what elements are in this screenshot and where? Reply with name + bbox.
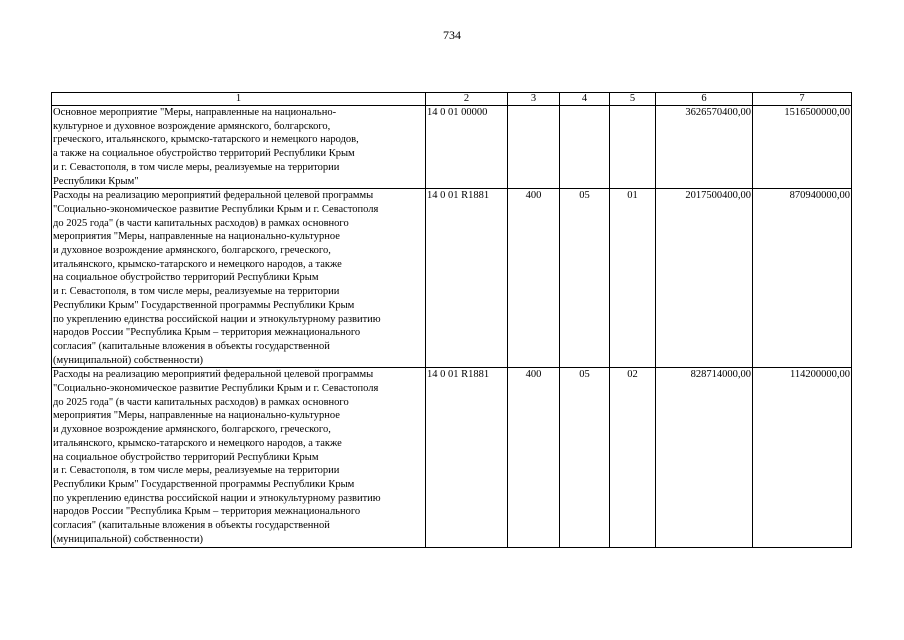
table-row bbox=[52, 368, 852, 547]
row-subsection bbox=[610, 106, 656, 189]
row-expense-type: 400 bbox=[508, 368, 560, 547]
row-target-code: 14 0 01 R1881 bbox=[426, 368, 508, 547]
page-number: 734 bbox=[443, 28, 461, 42]
row-amount-col7: 1516500000,00 bbox=[753, 106, 852, 189]
row-amount-col7: 114200000,00 bbox=[753, 368, 852, 547]
row-description: Расходы на реализацию мероприятий федеральной целевой программы "Социально-экономическое развитие Республики Крым и г. Севастополя до 2025 года" (в части капитальных расходов) в рамках основного мероприятия "Меры, направленные на национально-культурное и духовное возрождение армянского, болгарского, греческого, итальянского, крымско-татарского и немецкого народов, а также на социальное обустройство территорий Республики Крым и г. Севастополя, в том числе меры, реализуемые на территории Республики Крым" Государственной программы Республики Крым по укреплению единства российской нации и этнокультурному развитию народов России "Республика Крым – территория межнационального согласия" (капитальные вложения в объекты государственной (муниципальной) собственности) bbox=[52, 189, 426, 368]
row-section: 05 bbox=[560, 189, 610, 368]
row-expense-type: 400 bbox=[508, 189, 560, 368]
row-amount-col7: 870940000,00 bbox=[753, 189, 852, 368]
row-amount-col6: 828714000,00 bbox=[656, 368, 753, 547]
row-expense-type bbox=[508, 106, 560, 189]
row-amount-col6: 3626570400,00 bbox=[656, 106, 753, 189]
column-header: 4 bbox=[560, 93, 610, 106]
table-row bbox=[52, 189, 852, 368]
table-row bbox=[52, 106, 852, 189]
column-header: 5 bbox=[610, 93, 656, 106]
column-header: 1 bbox=[52, 93, 426, 106]
row-subsection: 01 bbox=[610, 189, 656, 368]
row-target-code: 14 0 01 00000 bbox=[426, 106, 508, 189]
row-section: 05 bbox=[560, 368, 610, 547]
row-description: Расходы на реализацию мероприятий федеральной целевой программы "Социально-экономическое развитие Республики Крым и г. Севастополя до 2025 года" (в части капитальных расходов) в рамках основного мероприятия "Меры, направленные на национально-культурное и духовное возрождение армянского, болгарского, греческого, итальянского, крымско-татарского и немецкого народов, а также на социальное обустройство территорий Республики Крым и г. Севастополя, в том числе меры, реализуемые на территории Республики Крым" Государственной программы Республики Крым по укреплению единства российской нации и этнокультурному развитию народов России "Республика Крым – территория межнационального согласия" (капитальные вложения в объекты государственной (муниципальной) собственности) bbox=[52, 368, 426, 547]
column-number-row bbox=[52, 93, 852, 106]
row-section bbox=[560, 106, 610, 189]
column-header: 7 bbox=[753, 93, 852, 106]
row-subsection: 02 bbox=[610, 368, 656, 547]
column-header: 6 bbox=[656, 93, 753, 106]
row-amount-col6: 2017500400,00 bbox=[656, 189, 753, 368]
column-header: 3 bbox=[508, 93, 560, 106]
row-description: Основное мероприятие "Меры, направленные на национально- культурное и духовное возрождение армянского, болгарского, греческого, итальянского, крымско-татарского и немецкого народов, а также на социальное обустройство территорий Республики Крым и г. Севастополя, в том числе меры, реализуемые на территории Республики Крым" bbox=[52, 106, 426, 189]
row-target-code: 14 0 01 R1881 bbox=[426, 189, 508, 368]
column-header: 2 bbox=[426, 93, 508, 106]
budget-table bbox=[51, 92, 852, 548]
